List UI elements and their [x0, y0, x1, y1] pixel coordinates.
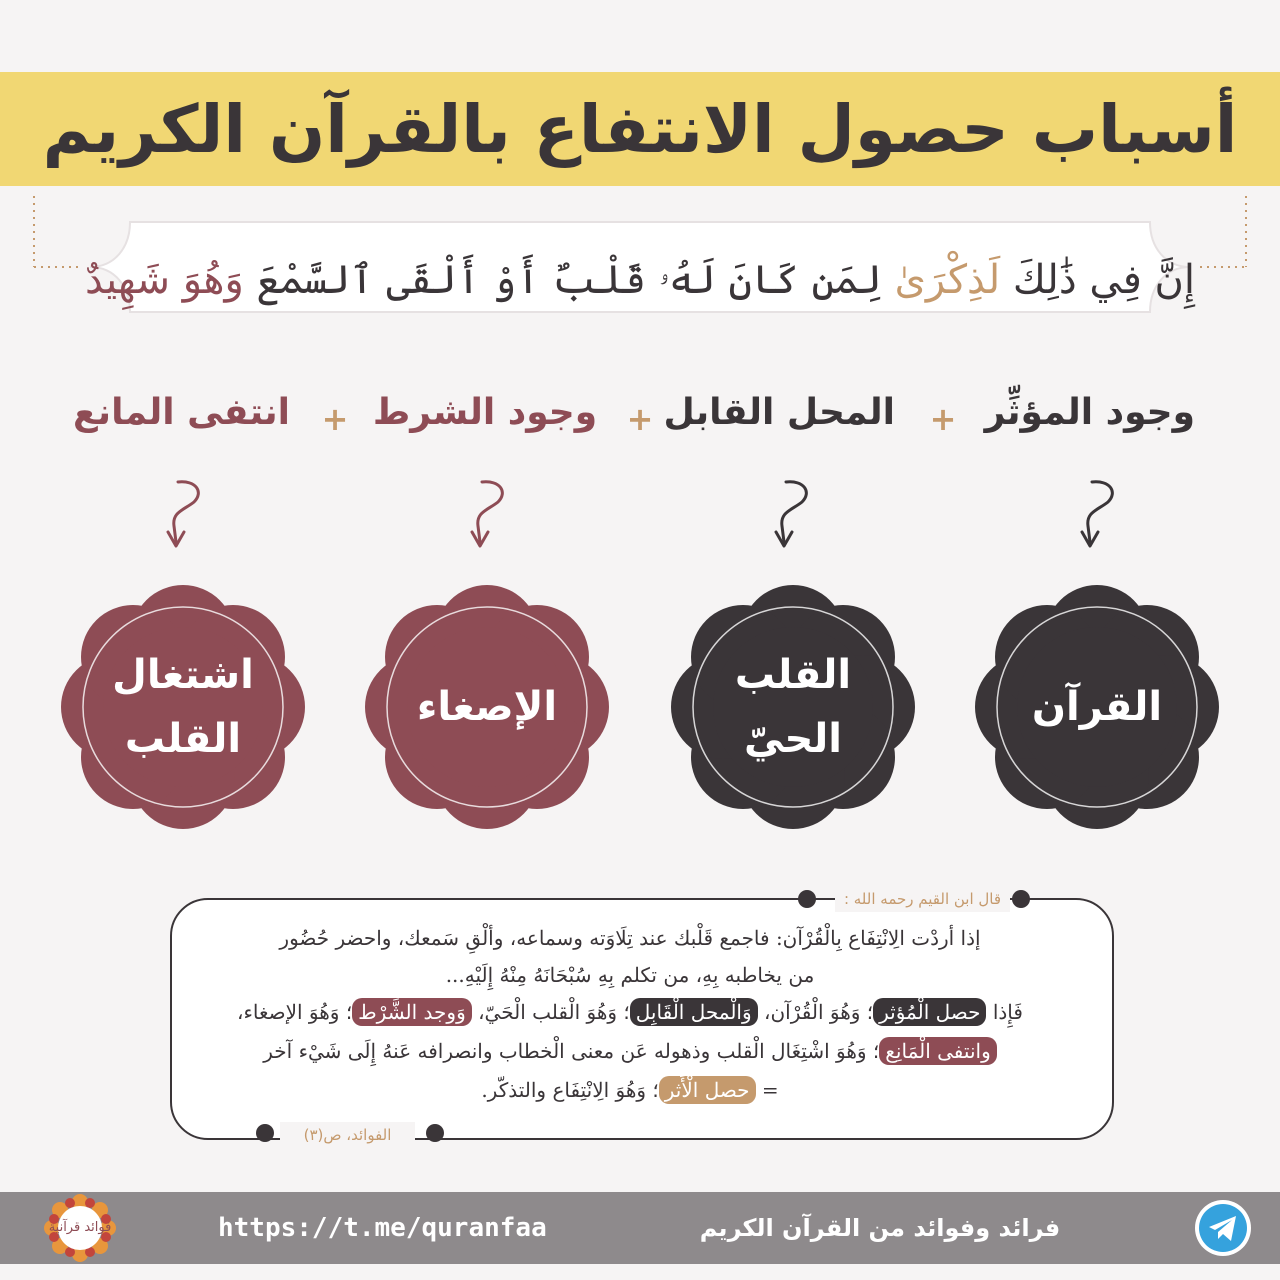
- plus-sign: +: [929, 400, 957, 438]
- quote-text: فَإِذا: [992, 1000, 1023, 1024]
- ornament-dot: [256, 1124, 274, 1142]
- quote-attribution: قال ابن القيم رحمه الله :: [835, 886, 1010, 912]
- answer-line-1: الإصغاء: [416, 684, 558, 730]
- highlight-shart: وَوجد الشَّرْط: [352, 998, 472, 1026]
- page-title: أسباب حصول الانتفاع بالقرآن الكريم: [42, 90, 1238, 168]
- label-mu-aththir: وجود المؤثِّر: [984, 392, 1195, 433]
- quran-verse: [84, 232, 1196, 328]
- curved-arrow-icon: [762, 470, 822, 560]
- ornament-dot: [1012, 890, 1030, 908]
- quote-text: ؛ وَهُوَ اشْتِغَال الْقلب وذهوله عَن معنى الْخطاب وانصرافه عَنهُ إِلَى شَيْء آخر: [263, 1039, 880, 1063]
- label-mani: انتفى المانع: [72, 392, 290, 433]
- highlight-mani: وانتفى الْمَانِع: [879, 1037, 996, 1065]
- answer-line-1: القلب: [734, 652, 852, 698]
- quote-line-3: [180, 1000, 1080, 1034]
- footer-bar: [0, 1192, 1280, 1264]
- telegram-icon[interactable]: [1193, 1198, 1253, 1258]
- answer-flower-quran: [972, 582, 1222, 832]
- channel-link[interactable]: https://t.me/quranfaa: [218, 1213, 547, 1243]
- logo-text: فوائد قرآنية: [48, 1220, 112, 1235]
- curved-arrow-icon: [154, 470, 214, 560]
- label-mahal-qabil: المحل القابل: [663, 392, 895, 433]
- ornament-dot: [426, 1124, 444, 1142]
- answer-line-1: القرآن: [1031, 684, 1163, 730]
- highlight-mu-aththir: حصل الْمُؤثر: [873, 998, 986, 1026]
- answer-line-2: القلب: [124, 716, 242, 762]
- answer-flower-qalb-hayy: [668, 582, 918, 832]
- answer-line-1: اشتغال: [112, 652, 254, 698]
- highlight-mahal-qabil: وَالْمحل الْقَابِل: [630, 998, 758, 1026]
- plus-sign: +: [626, 400, 654, 438]
- answer-line-2: الحيّ: [743, 716, 843, 762]
- quote-text: ؛ وَهُوَ الإصغاء،: [237, 1000, 353, 1024]
- verse-part-1: إِنَّ فِي ذَٰلِكَ: [1012, 257, 1196, 303]
- quote-text: ؛ وَهُوَ الْقلب الْحَيّ،: [478, 1000, 630, 1024]
- quote-text: =: [761, 1078, 779, 1102]
- verse-part-2: لِمَن كَانَ لَهُۥ قَلْبٌ أَوْ أَلْقَى ٱلسَّمْعَ: [256, 257, 882, 303]
- ornament-dot: [798, 890, 816, 908]
- quote-line-4: [180, 1039, 1080, 1073]
- verse-highlight: لَذِكْرَىٰ: [894, 257, 1001, 303]
- channel-name: فرائد وفوائد من القرآن الكريم: [699, 1214, 1061, 1242]
- plus-sign: +: [321, 400, 349, 438]
- quote-text: ؛ وَهُوَ الْقُرْآن،: [764, 1000, 874, 1024]
- quote-line-1: إذا أردْت الِانْتِفَاع بِالْقُرْآن: فاجمع قَلْبك عند تِلَاوَته وسماعه، وألْقِ سَمعك، واحضر حُضُور: [279, 926, 981, 950]
- curved-arrow-icon: [1068, 470, 1128, 560]
- highlight-athar: حصل الْأَثر: [659, 1076, 756, 1104]
- label-shart: وجود الشرط: [372, 392, 598, 433]
- answer-flower-isgha: [362, 582, 612, 832]
- quote-line-5: [180, 1078, 1080, 1112]
- quote-line-2: من يخاطبه بِهِ، من تكلم بِهِ سُبْحَانَهُ مِنْهُ إِلَيْهِ...: [445, 963, 815, 987]
- curved-arrow-icon: [458, 470, 518, 560]
- answer-flower-ishtighal: [58, 582, 308, 832]
- verse-end: وَهُوَ شَهِيدٌ: [84, 257, 244, 303]
- quote-source: الفوائد، ص(٣): [280, 1122, 415, 1148]
- quote-text: ؛ وَهُوَ الِانْتِفَاع والتذكّر.: [481, 1078, 659, 1102]
